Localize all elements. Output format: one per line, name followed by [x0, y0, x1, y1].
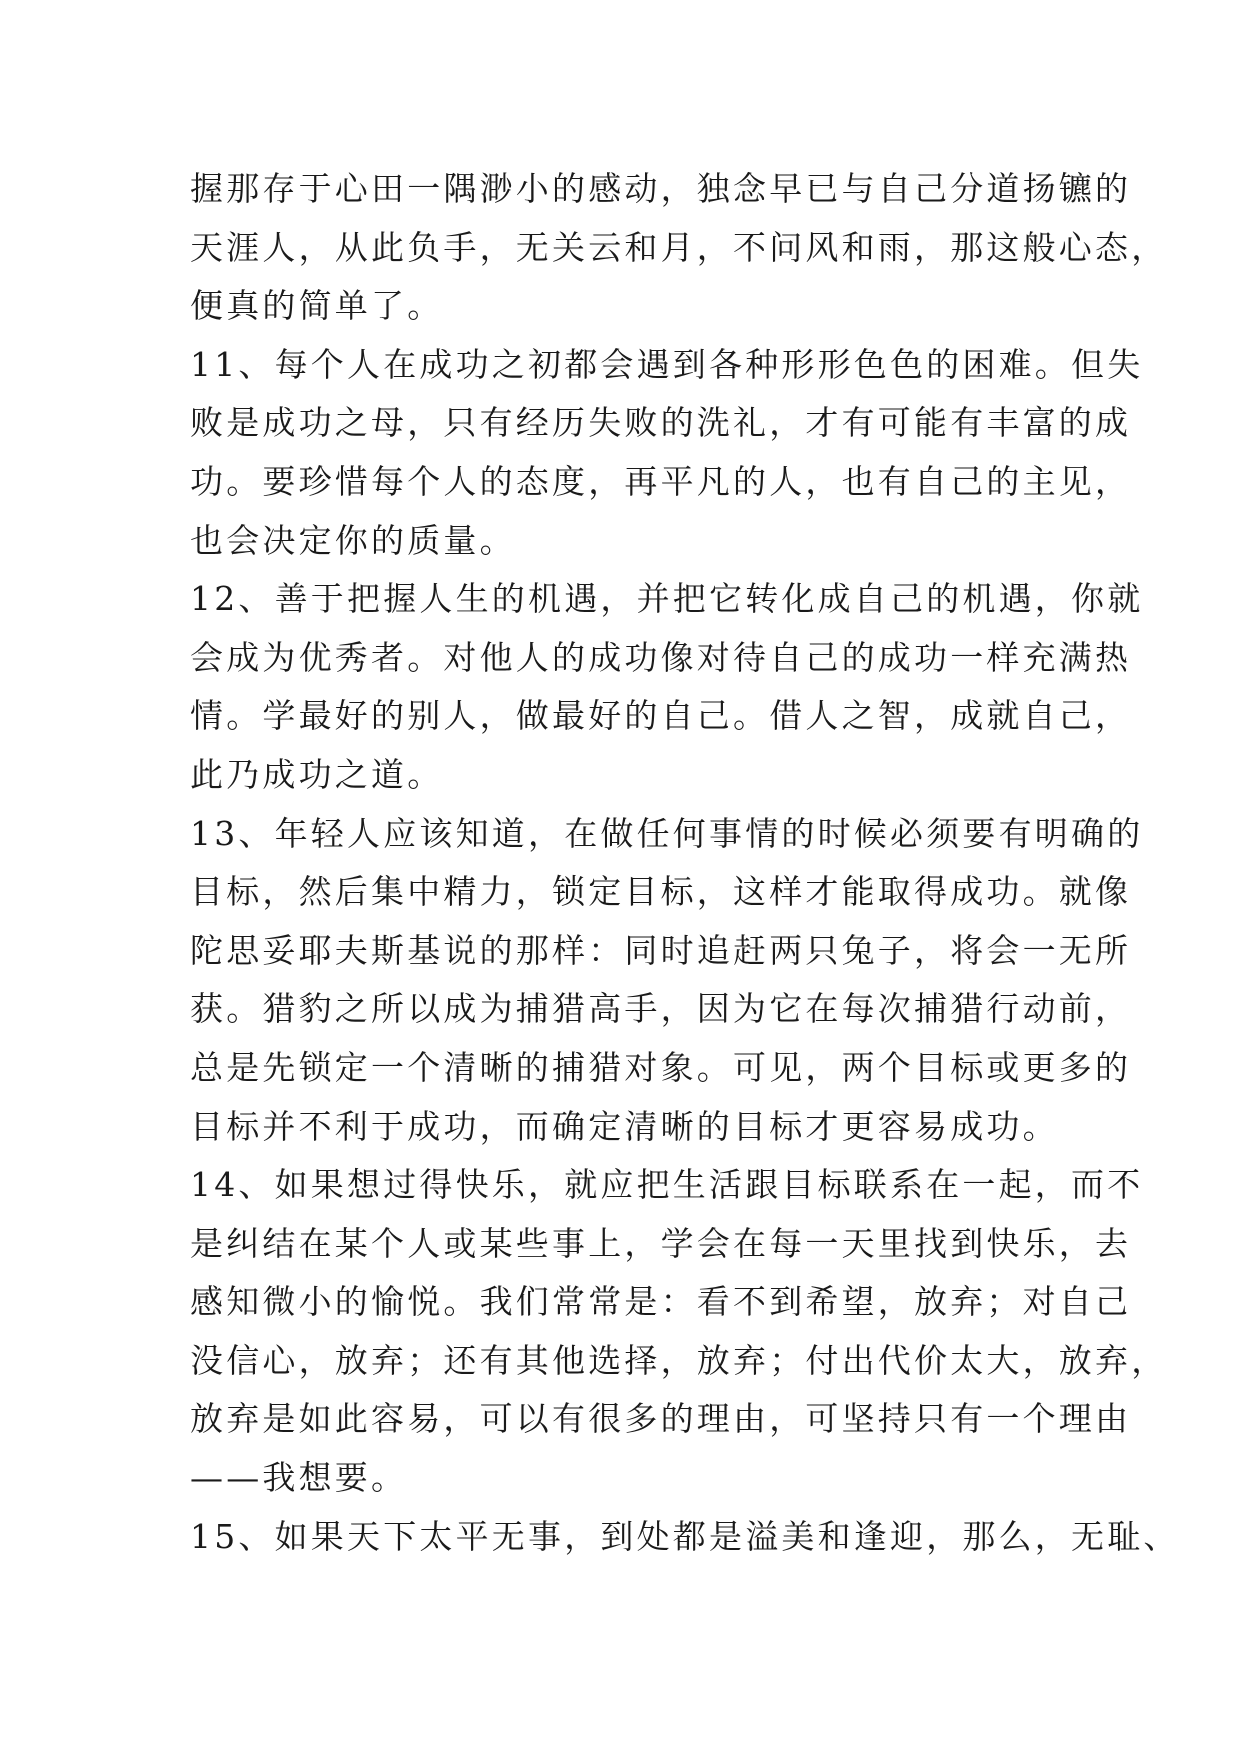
text-line: 14、如果想过得快乐，就应把生活跟目标联系在一起，而不	[190, 1165, 1144, 1205]
text-line: 会成为优秀者。对他人的成功像对待自己的成功一样充满热	[190, 637, 1132, 677]
body-text	[190, 160, 1180, 1566]
text-line: 握那存于心田一隅渺小的感动，独念早已与自己分道扬镳的	[190, 169, 1132, 208]
text-line: 目标，然后集中精力，锁定目标，这样才能取得成功。就像	[190, 872, 1132, 912]
text-line: 11、每个人在成功之初都会遇到各种形形色色的困难。但失	[190, 344, 1144, 384]
text-line: 15、如果天下太平无事，到处都是溢美和逢迎，那么，无耻、	[190, 1516, 1180, 1556]
text-line: 总是先锁定一个清晰的捕猎对象。可见，两个目标或更多的	[190, 1047, 1132, 1087]
text-line: 13、年轻人应该知道，在做任何事情的时候必须要有明确的	[190, 813, 1144, 853]
text-line: 12、善于把握人生的机遇，并把它转化成自己的机遇，你就	[190, 579, 1144, 619]
text-line: 放弃是如此容易，可以有很多的理由，可坚持只有一个理由	[190, 1399, 1132, 1439]
text-line: 目标并不利于成功，而确定清晰的目标才更容易成功。	[190, 1106, 1059, 1146]
text-line: 也会决定你的质量。	[190, 520, 516, 560]
text-line: 是纠结在某个人或某些事上，学会在每一天里找到快乐，去	[190, 1223, 1132, 1263]
text-line: 情。学最好的别人，做最好的自己。借人之智，成就自己，	[190, 696, 1132, 736]
text-line: 此乃成功之道。	[190, 754, 444, 794]
text-line: ——我想要。	[190, 1458, 408, 1498]
text-line: 功。要珍惜每个人的态度，再平凡的人，也有自己的主见，	[190, 461, 1132, 501]
text-line: 获。猎豹之所以成为捕猎高手，因为它在每次捕猎行动前，	[190, 989, 1132, 1029]
text-line: 陀思妥耶夫斯基说的那样：同时追赶两只兔子，将会一无所	[190, 930, 1132, 970]
text-line: 天涯人，从此负手，无关云和月，不问风和雨，那这般心态，	[190, 227, 1168, 267]
text-line: 没信心，放弃；还有其他选择，放弃；付出代价太大，放弃，	[190, 1340, 1168, 1380]
text-line: 感知微小的愉悦。我们常常是：看不到希望，放弃；对自己	[190, 1282, 1132, 1322]
text-line: 便真的简单了。	[190, 286, 444, 326]
text-line: 败是成功之母，只有经历失败的洗礼，才有可能有丰富的成	[190, 403, 1132, 443]
